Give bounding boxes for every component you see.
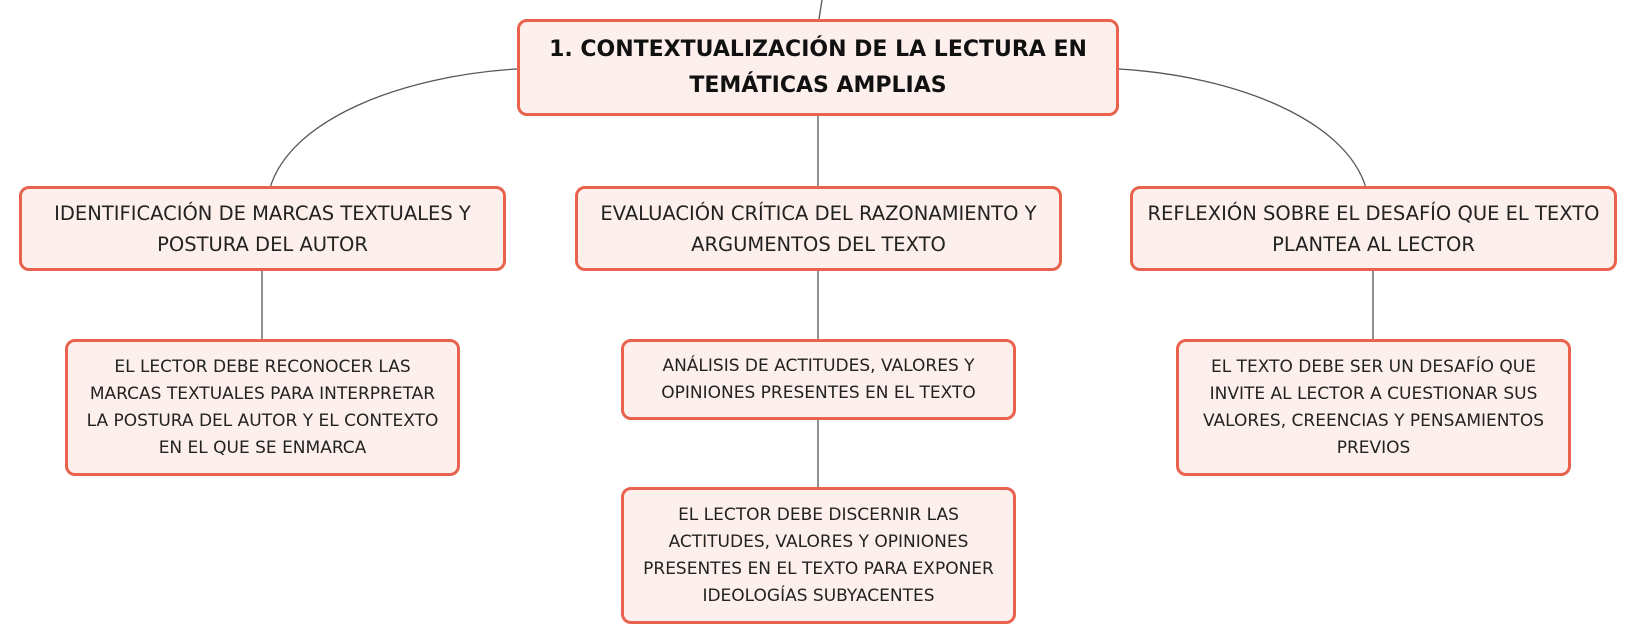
- branch-node-evaluacion-critica[interactable]: [575, 186, 1062, 271]
- detail-node-analisis-actitudes[interactable]: [621, 339, 1016, 420]
- root-topic-label: 1. CONTEXTUALIZACIÓN DE LA LECTURA EN TEMÁTICAS AMPLIAS: [549, 36, 1087, 98]
- branch-label-reflexion-desafio: REFLEXIÓN SOBRE EL DESAFÍO QUE EL TEXTO PLANTEA AL LECTOR: [1147, 201, 1600, 256]
- branch-label-marcas-textuales: IDENTIFICACIÓN DE MARCAS TEXTUALES Y POSTURA DEL AUTOR: [54, 201, 471, 256]
- branch-label-evaluacion-critica: EVALUACIÓN CRÍTICA DEL RAZONAMIENTO Y ARGUMENTOS DEL TEXTO: [600, 201, 1037, 256]
- detail-node-desafio-lector[interactable]: [1176, 339, 1571, 476]
- connector-parent-stub: [819, 0, 822, 19]
- detail-label-desafio-lector: EL TEXTO DEBE SER UN DESAFÍO QUE INVITE AL LECTOR A CUESTIONAR SUS VALORES, CREENCIAS Y PENSAMIENTOS PREVIOS: [1202, 356, 1545, 458]
- detail-label-reconocer-marcas: EL LECTOR DEBE RECONOCER LAS MARCAS TEXTUALES PARA INTERPRETAR LA POSTURA DEL AUTOR Y EL CONTEXTO EN EL QUE SE ENMARCA: [86, 356, 439, 458]
- connector-root-to-branch-right: [1119, 69, 1366, 188]
- detail-node-reconocer-marcas[interactable]: [65, 339, 460, 476]
- branch-node-reflexion-desafio[interactable]: [1130, 186, 1617, 271]
- connector-root-to-branch-left: [270, 69, 517, 188]
- detail-label-discernir-actitudes: EL LECTOR DEBE DISCERNIR LAS ACTITUDES, VALORES Y OPINIONES PRESENTES EN EL TEXTO PARA EXPONER IDEOLOGÍAS SUBYACENTES: [643, 504, 994, 606]
- detail-label-analisis-actitudes: ANÁLISIS DE ACTITUDES, VALORES Y OPINIONES PRESENTES EN EL TEXTO: [661, 355, 976, 403]
- root-topic-node[interactable]: [517, 19, 1119, 116]
- branch-node-marcas-textuales[interactable]: [19, 186, 506, 271]
- detail-node-discernir-actitudes[interactable]: [621, 487, 1016, 624]
